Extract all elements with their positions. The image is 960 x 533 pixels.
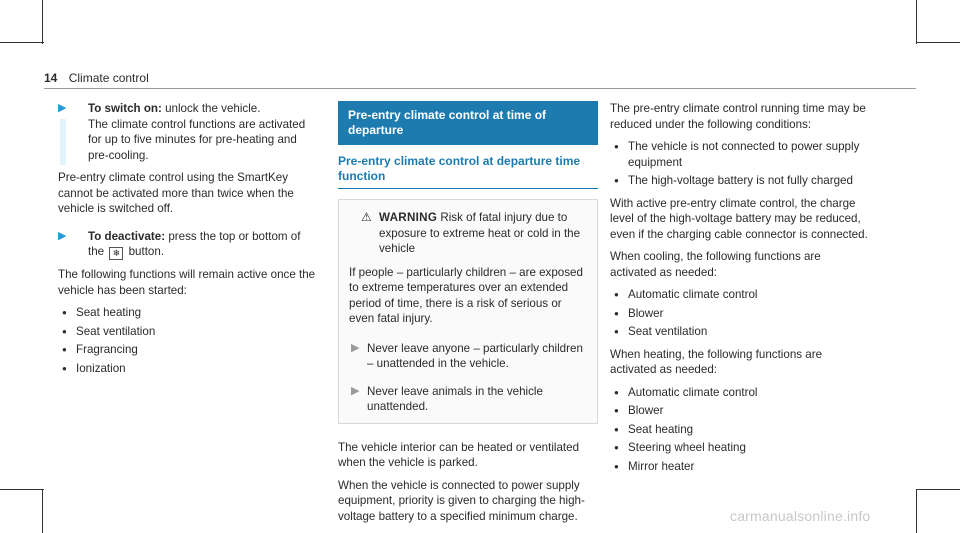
step-arrow-icon: ▶ xyxy=(351,384,360,397)
crop-mark xyxy=(0,42,44,43)
bullet-icon: ● xyxy=(614,424,619,434)
column-left xyxy=(58,101,318,383)
list-item: ● Seat ventilation xyxy=(614,325,708,338)
paragraph: When heating, the following functions are activated as needed: xyxy=(610,347,823,376)
crop-mark xyxy=(916,0,917,44)
bullet-icon: ● xyxy=(614,308,619,318)
step-arrow-icon: ▶ xyxy=(58,229,67,242)
warning-icon: ⚠ xyxy=(361,210,372,224)
watermark: carmanualsonline.info xyxy=(730,508,871,524)
list-item: ● Blower xyxy=(614,404,664,417)
step-text: unlock the vehicle. xyxy=(161,102,261,115)
warning-step: ▶ Never leave animals in the vehicle unattended. xyxy=(351,384,543,413)
bullet-icon: ● xyxy=(614,387,619,397)
crop-mark xyxy=(42,489,43,533)
paragraph: Pre-entry climate control using the SmartKey cannot be activated more than twice when the vehicle is switched off. xyxy=(58,171,294,215)
paragraph: When the vehicle is connected to power supply equipment, priority is given to charging the high-voltage battery to a specified minimum charge. xyxy=(338,478,585,523)
paragraph: The vehicle interior can be heated or ventilated when the vehicle is parked. xyxy=(338,440,580,469)
section-banner: Pre-entry climate control at time of departure xyxy=(338,101,598,145)
list-item: ● Fragrancing xyxy=(62,343,138,356)
paragraph: The following functions will remain active once the vehicle has been started: xyxy=(58,268,316,297)
paragraph: When cooling, the following functions are activated as needed: xyxy=(610,250,821,279)
climate-button-icon: ❄ xyxy=(109,247,123,260)
bullet-icon: ● xyxy=(614,461,619,471)
bullet-icon: ● xyxy=(614,290,619,299)
crop-mark xyxy=(916,42,960,43)
page-number: 14 xyxy=(44,71,58,85)
step-text: press the top or bottom of the xyxy=(88,229,301,258)
step-arrow-icon: ▶ xyxy=(58,102,67,114)
subsection-heading: Pre-entry climate control at departure time function xyxy=(338,154,598,189)
step-arrow-icon: ▶ xyxy=(351,341,360,354)
list-item: ● Ionization xyxy=(62,361,126,375)
warning-step: ▶ Never leave anyone – particularly children – unattended in the vehicle. xyxy=(351,341,583,370)
header-divider xyxy=(44,88,916,89)
bullet-icon: ● xyxy=(614,142,619,151)
list-item: ● The vehicle is not connected to power supply equipment xyxy=(614,140,860,169)
bullet-icon: ● xyxy=(62,345,67,354)
list-item: ● Steering wheel heating xyxy=(614,441,746,454)
step-switch-on xyxy=(58,101,318,163)
warning-body: If people – particularly children – are exposed to extreme temperatures over an extended period of time, there is a risk of serious or even fatal injury. xyxy=(349,265,583,325)
column-right xyxy=(610,101,870,481)
cooling-functions-list xyxy=(610,287,870,340)
list-item: ● Automatic climate control xyxy=(614,385,758,399)
section-title: Climate control xyxy=(68,71,149,85)
active-functions-list xyxy=(58,305,318,376)
list-item: ● Seat ventilation xyxy=(62,324,156,338)
step-label: To switch on: xyxy=(88,102,162,115)
warning-title-rest: Risk of fatal injury due to exposure to extreme heat or cold in the vehicle xyxy=(379,211,581,255)
page-header xyxy=(44,71,149,87)
step-deactivate xyxy=(58,229,318,261)
bullet-icon: ● xyxy=(614,327,619,336)
step-text: button. xyxy=(125,245,165,258)
warning-header xyxy=(349,210,587,257)
bullet-icon: ● xyxy=(614,176,619,185)
crop-mark xyxy=(42,0,43,44)
list-item: ● The high-voltage battery is not fully charged xyxy=(614,174,853,187)
column-middle xyxy=(338,101,598,531)
list-item: ● Blower xyxy=(614,306,664,320)
heating-functions-list xyxy=(610,385,870,475)
bullet-icon: ● xyxy=(62,326,67,336)
list-item: ● Automatic climate control xyxy=(614,288,758,301)
warning-box xyxy=(338,199,598,424)
conditions-list xyxy=(610,139,870,189)
warning-title: WARNING xyxy=(379,211,438,224)
list-item: ● Mirror heater xyxy=(614,459,695,473)
step-detail: The climate control functions are activated for up to five minutes for pre-heating and pre-cooling. xyxy=(88,117,306,162)
bullet-icon: ● xyxy=(62,308,67,317)
crop-mark xyxy=(916,489,960,490)
crop-mark xyxy=(916,489,917,533)
crop-mark xyxy=(0,489,44,490)
bullet-icon: ● xyxy=(62,363,67,373)
step-label: To deactivate: xyxy=(88,229,166,243)
list-item: ● Seat heating xyxy=(614,422,694,436)
paragraph: With active pre-entry climate control, the charge level of the high-voltage battery may be reduced, even if the charging cable connector is connected. xyxy=(610,196,868,241)
list-item: ● Seat heating xyxy=(62,306,142,319)
bullet-icon: ● xyxy=(614,443,619,452)
paragraph: The pre-entry climate control running time may be reduced under the following conditions: xyxy=(610,102,866,131)
bullet-icon: ● xyxy=(614,406,619,415)
